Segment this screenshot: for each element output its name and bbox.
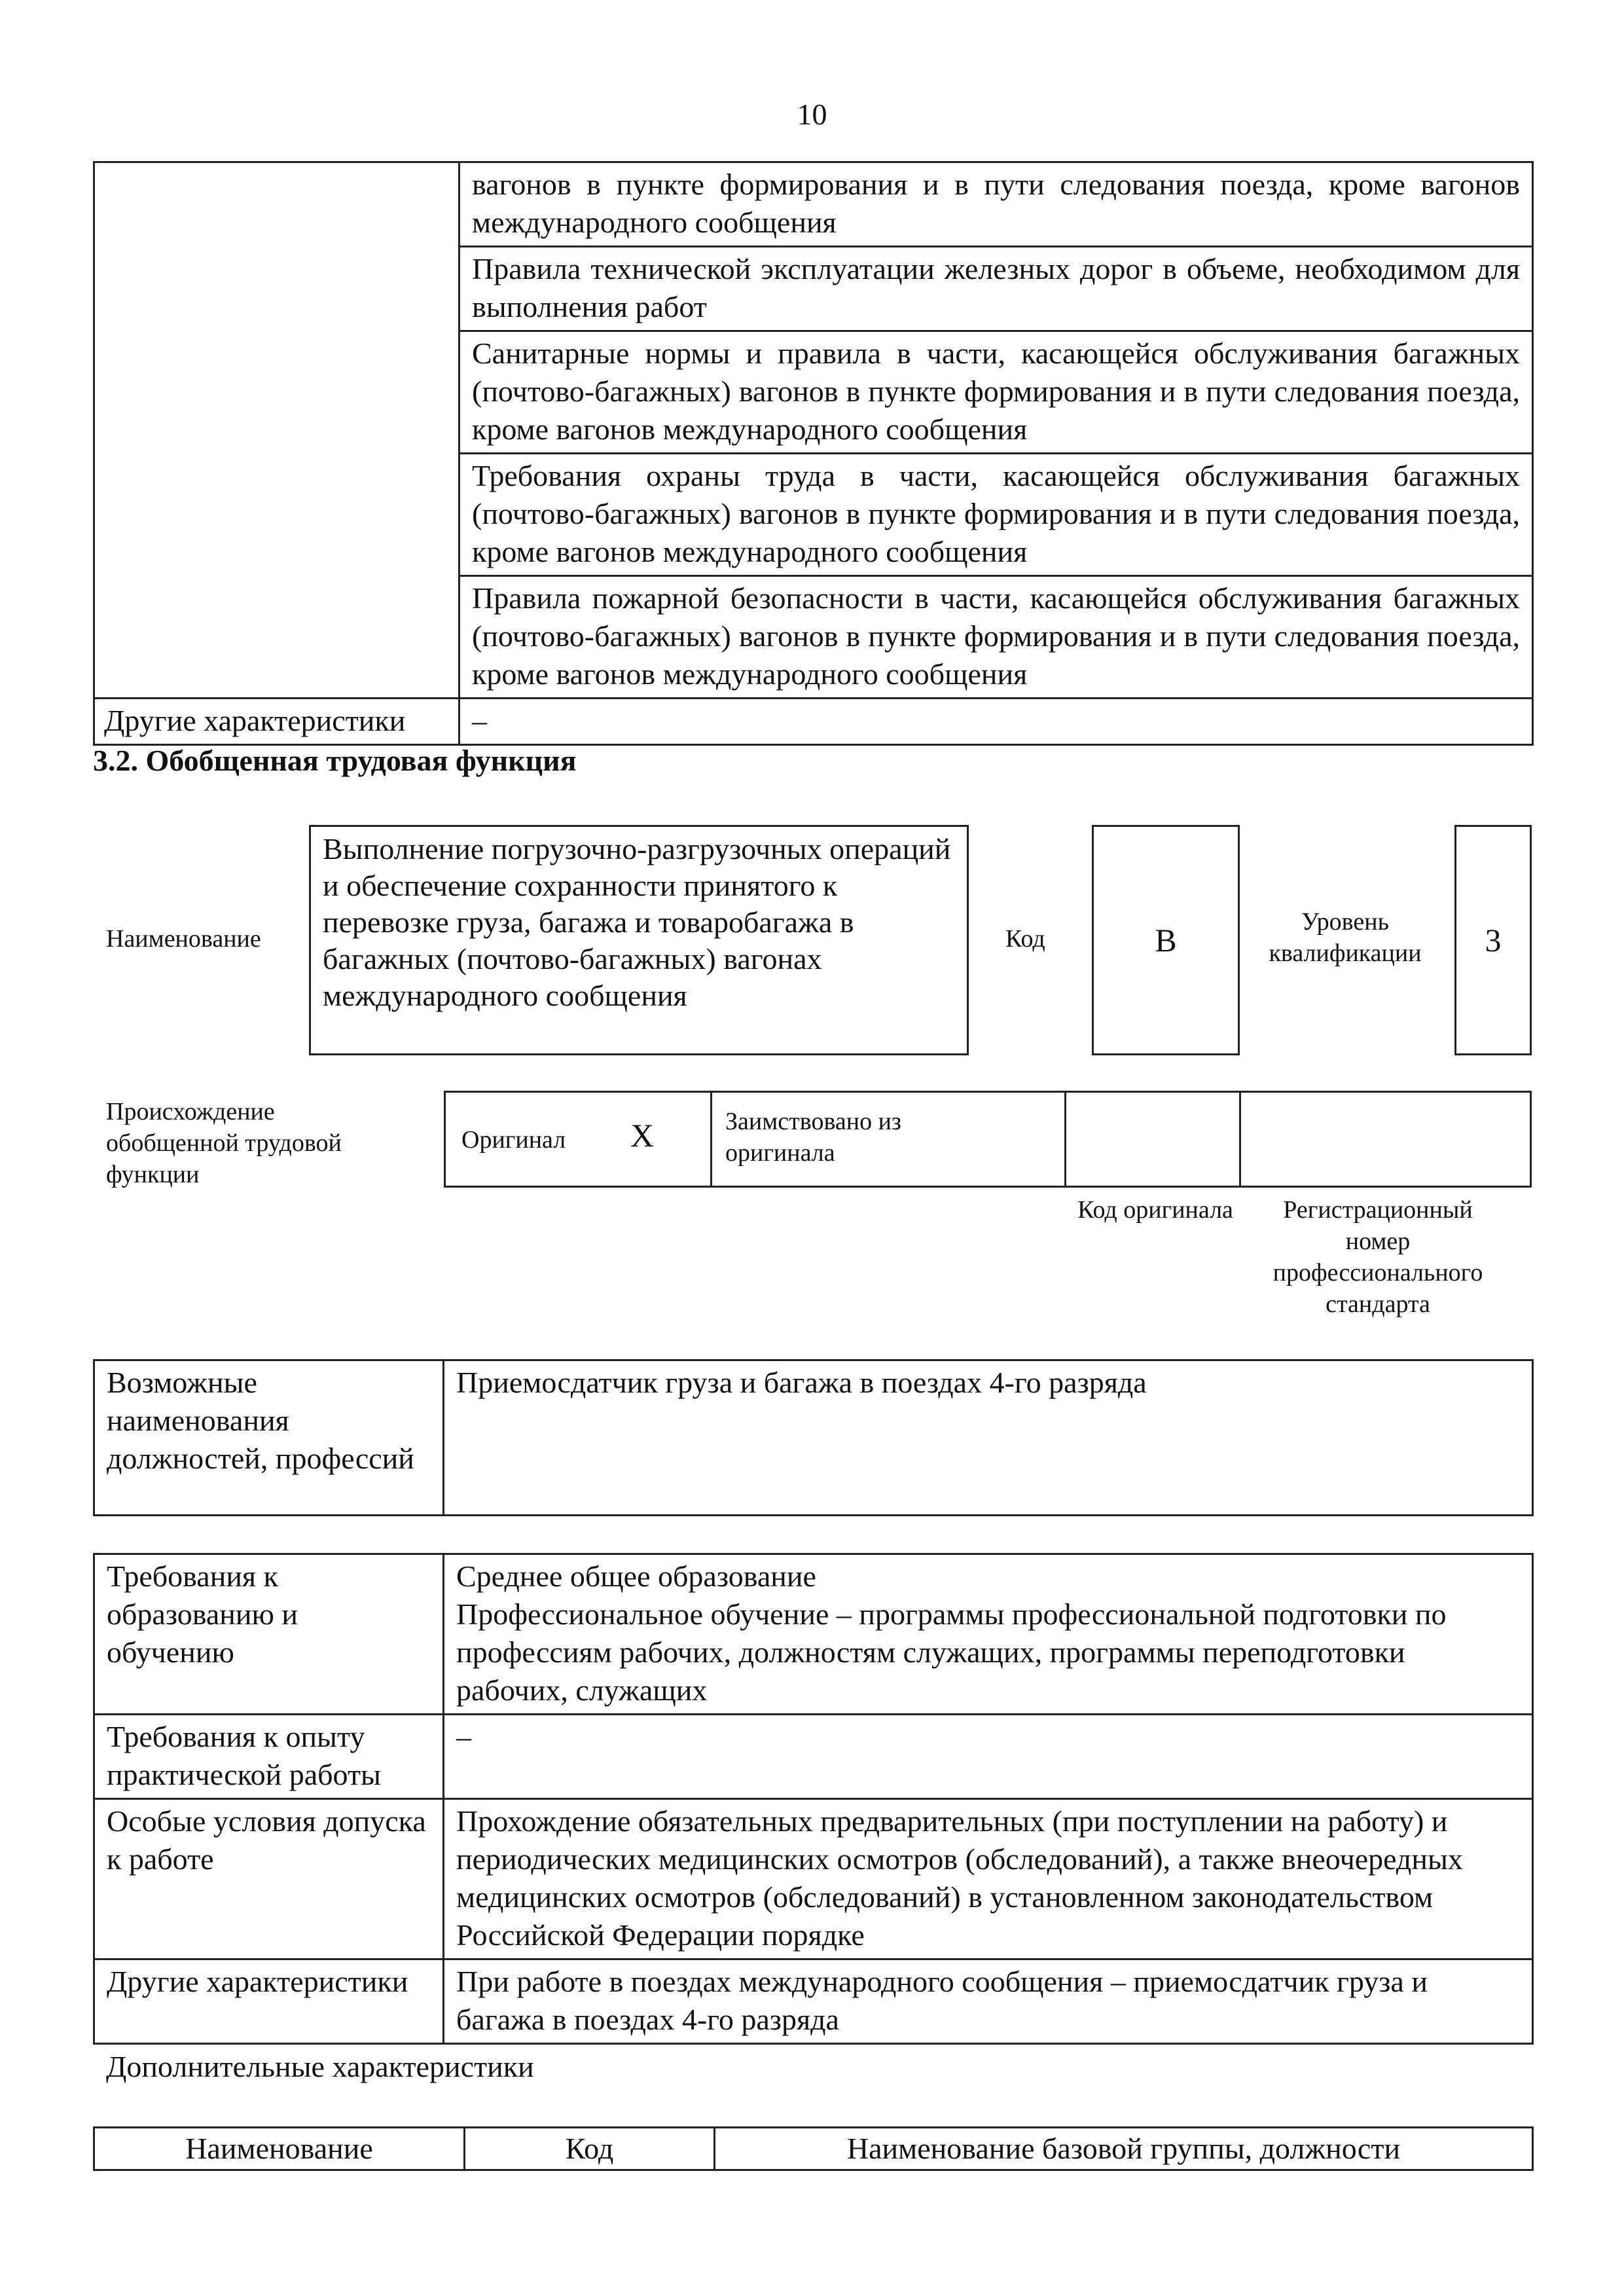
qualification-level-label: Уровень квалификации [1269, 908, 1422, 967]
requirements-table [93, 1553, 1534, 2045]
table-row [94, 699, 1533, 745]
other-characteristics-label: Другие характеристики [94, 699, 460, 745]
knowledge-item: вагонов в пункте формирования и в пути следования поезда, кроме вагонов международного сообщения [460, 162, 1533, 247]
table-row [94, 1360, 1533, 1516]
education-label: Требования к образованию и обучению [94, 1554, 444, 1715]
knowledge-item: Правила пожарной безопасности в части, касающейся обслуживания багажных (почтово-багажных) вагонов в пункте формирования и в пути следования поезда, кроме вагонов международного сообщения [460, 576, 1533, 699]
function-name-box: Выполнение погрузочно-разгрузочных операций и обеспечение сохранности принятого к перевозке груза, багажа и товаробагажа в багажных (почтово-багажных) вагонах международного сообщения [309, 825, 969, 1055]
other-value: При работе в поездах международного сообщения – приемосдатчик груза и багажа в поездах 4-го разряда [444, 1959, 1533, 2044]
reg-number-label: Регистрационный номер профессионального стандарта [1272, 1196, 1483, 1318]
section-title: 3.2. Обобщенная трудовая функция [93, 744, 577, 777]
table-row [94, 1554, 1533, 1715]
table-row [94, 1715, 1533, 1799]
origin-table [444, 1091, 1532, 1188]
table-row [94, 1959, 1533, 2044]
admission-label: Особые условия допуска к работе [94, 1799, 444, 1959]
borrowed-cell [710, 1091, 1066, 1188]
name-label: Наименование [106, 925, 261, 953]
positions-table [93, 1359, 1534, 1516]
empty-label-cell [94, 162, 460, 699]
header-base-group: Наименование базовой группы, должности [715, 2128, 1533, 2170]
additional-table [93, 2126, 1534, 2171]
origin-label: Происхождение обобщенной трудовой функции [106, 1098, 342, 1188]
reg-number-cell [1239, 1091, 1532, 1188]
admission-value: Прохождение обязательных предварительных (при поступлении на работу) и периодических медицинских осмотров (обследований), а также внеочередных медицинских осмотров (обследований) в установленном законодательством Российской Федерации порядке [444, 1799, 1533, 1959]
borrowed-label: Заимствовано из оригинала [725, 1108, 901, 1167]
qualification-level-box: 3 [1454, 825, 1532, 1055]
knowledge-table [93, 161, 1534, 746]
experience-value: – [444, 1715, 1533, 1799]
knowledge-item: Правила технической эксплуатации железных дорог в объеме, необходимом для выполнения работ [460, 247, 1533, 331]
code-label: Код [1005, 925, 1045, 953]
original-cell [444, 1091, 712, 1188]
other-label: Другие характеристики [94, 1959, 444, 2044]
knowledge-item: Требования охраны труда в части, касающейся обслуживания багажных (почтово-багажных) вагонов в пункте формирования и в пути следования поезда, кроме вагонов международного сообщения [460, 454, 1533, 576]
original-mark: X [630, 1117, 655, 1154]
education-value: Среднее общее образование Профессиональное обучение – программы профессиональной подготовки по профессиям рабочих, должностям служащих, программы переподготовки рабочих, служащих [444, 1554, 1533, 1715]
knowledge-item: Санитарные нормы и правила в части, касающейся обслуживания багажных (почтово-багажных) вагонов в пункте формирования и в пути следования поезда, кроме вагонов международного сообщения [460, 331, 1533, 454]
header-name: Наименование [94, 2128, 465, 2170]
header-code: Код [465, 2128, 715, 2170]
additional-title: Дополнительные характеристики [106, 2050, 534, 2083]
table-row [94, 1799, 1533, 1959]
positions-label: Возможные наименования должностей, профессий [94, 1360, 444, 1516]
page-number: 10 [797, 98, 827, 131]
positions-value: Приемосдатчик груза и багажа в поездах 4-го разряда [444, 1360, 1533, 1516]
table-row [94, 162, 1533, 247]
original-code-cell [1064, 1091, 1241, 1188]
code-value-box: B [1092, 825, 1240, 1055]
original-code-label: Код оригинала [1077, 1196, 1233, 1224]
table-header-row [94, 2128, 1533, 2170]
experience-label: Требования к опыту практической работы [94, 1715, 444, 1799]
other-characteristics-value: – [460, 699, 1533, 745]
original-label: Оригинал [461, 1126, 566, 1154]
